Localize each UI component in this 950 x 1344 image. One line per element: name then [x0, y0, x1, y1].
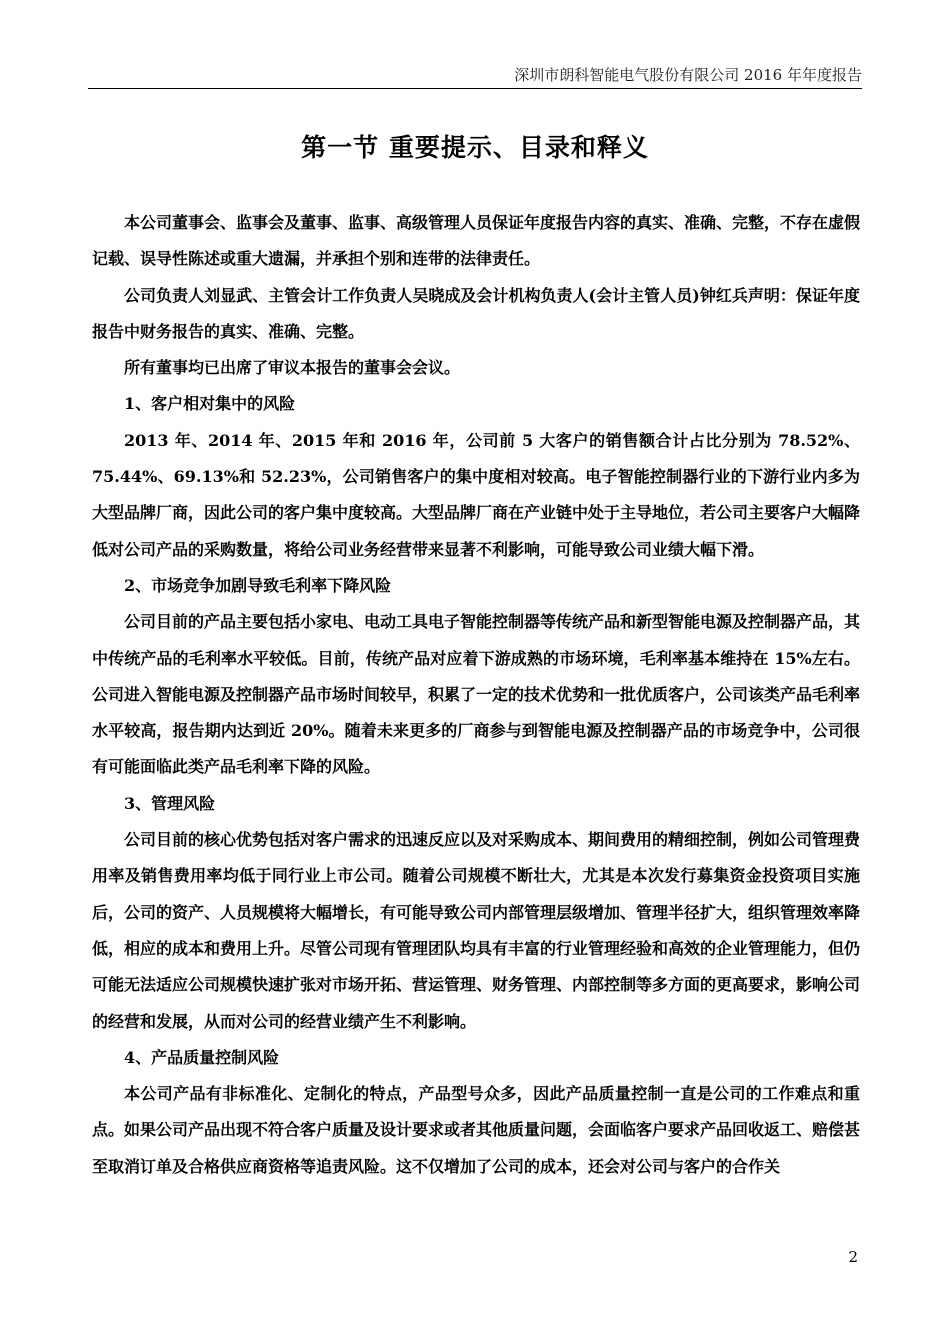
risk-paragraph: 本公司产品有非标准化、定制化的特点，产品型号众多，因此产品质量控制一直是公司的工作难点和重点。如果公司产品出现不符合客户质量及设计要求或者其他质量问题，会面临客户要求产品回收返工、赔偿甚至取消订单及合格供应商资格等追责风险。这不仅增加了公司的成本，还会对公司与客户的合作关	[92, 1084, 861, 1176]
risk-heading: 3、管理风险	[124, 793, 216, 813]
running-header: 深圳市朗科智能电气股份有限公司 2016 年年度报告	[514, 66, 862, 84]
page-number: 2	[848, 1248, 858, 1266]
risk-paragraph: 2013 年、2014 年、2015 年和 2016 年，公司前 5 大客户的销售额合计占比分别为 78.52%、75.44%、69.13%和 52.23%，公司销售客户的集中度相对较高。电子智能控制器行业的下游行业内多为大型品牌厂商，因此公司的客户集中度较高。大型品牌厂商在产业链中处于主导地位，若公司主要客户大幅降低对公司产品的采购数量，将给公司业务经营带来显著不利影响，可能导致公司业绩大幅下滑。	[92, 430, 861, 559]
risk-paragraph: 公司目前的产品主要包括小家电、电动工具电子智能控制器等传统产品和新型智能电源及控制器产品，其中传统产品的毛利率水平较低。目前，传统产品对应着下游成熟的市场环境，毛利率基本维持在 15%左右。公司进入智能电源及控制器产品市场时间较早，积累了一定的技术优势和一批优质客户，公司该类产品毛利率水平较高，报告期内达到近 20%。随着未来更多的厂商参与到智能电源及控制器产品的市场竞争中，公司很有可能面临此类产品毛利率下降的风险。	[92, 612, 861, 777]
statement-paragraph: 本公司董事会、监事会及董事、监事、高级管理人员保证年度报告内容的真实、准确、完整，不存在虚假记载、误导性陈述或重大遗漏，并承担个别和连带的法律责任。	[92, 213, 861, 269]
statement-paragraph: 所有董事均已出席了审议本报告的董事会会议。	[124, 358, 461, 378]
risk-heading: 4、产品质量控制风险	[124, 1047, 280, 1067]
risk-paragraph: 公司目前的核心优势包括对客户需求的迅速反应以及对采购成本、期间费用的精细控制，例如公司管理费用率及销售费用率均低于同行业上市公司。随着公司规模不断壮大，尤其是本次发行募集资金投资项目实施后，公司的资产、人员规模将大幅增长，有可能导致公司内部管理层级增加、管理半径扩大，组织管理效率降低，相应的成本和费用上升。尽管公司现有管理团队均具有丰富的行业管理经验和高效的企业管理能力，但仍可能无法适应公司规模快速扩张对市场开拓、营运管理、财务管理、内部控制等多方面的更高要求，影响公司的经营和发展，从而对公司的经营业绩产生不利影响。	[92, 830, 861, 1031]
document-body	[92, 205, 860, 1185]
section-title: 第一节 重要提示、目录和释义	[301, 133, 649, 162]
statement-paragraph: 公司负责人刘显武、主管会计工作负责人吴晓成及会计机构负责人(会计主管人员)钟红兵声明：保证年度报告中财务报告的真实、准确、完整。	[92, 285, 860, 341]
header-divider	[88, 88, 862, 89]
risk-heading: 1、客户相对集中的风险	[124, 394, 296, 414]
risk-heading: 2、市场竞争加剧导致毛利率下降风险	[124, 575, 392, 595]
